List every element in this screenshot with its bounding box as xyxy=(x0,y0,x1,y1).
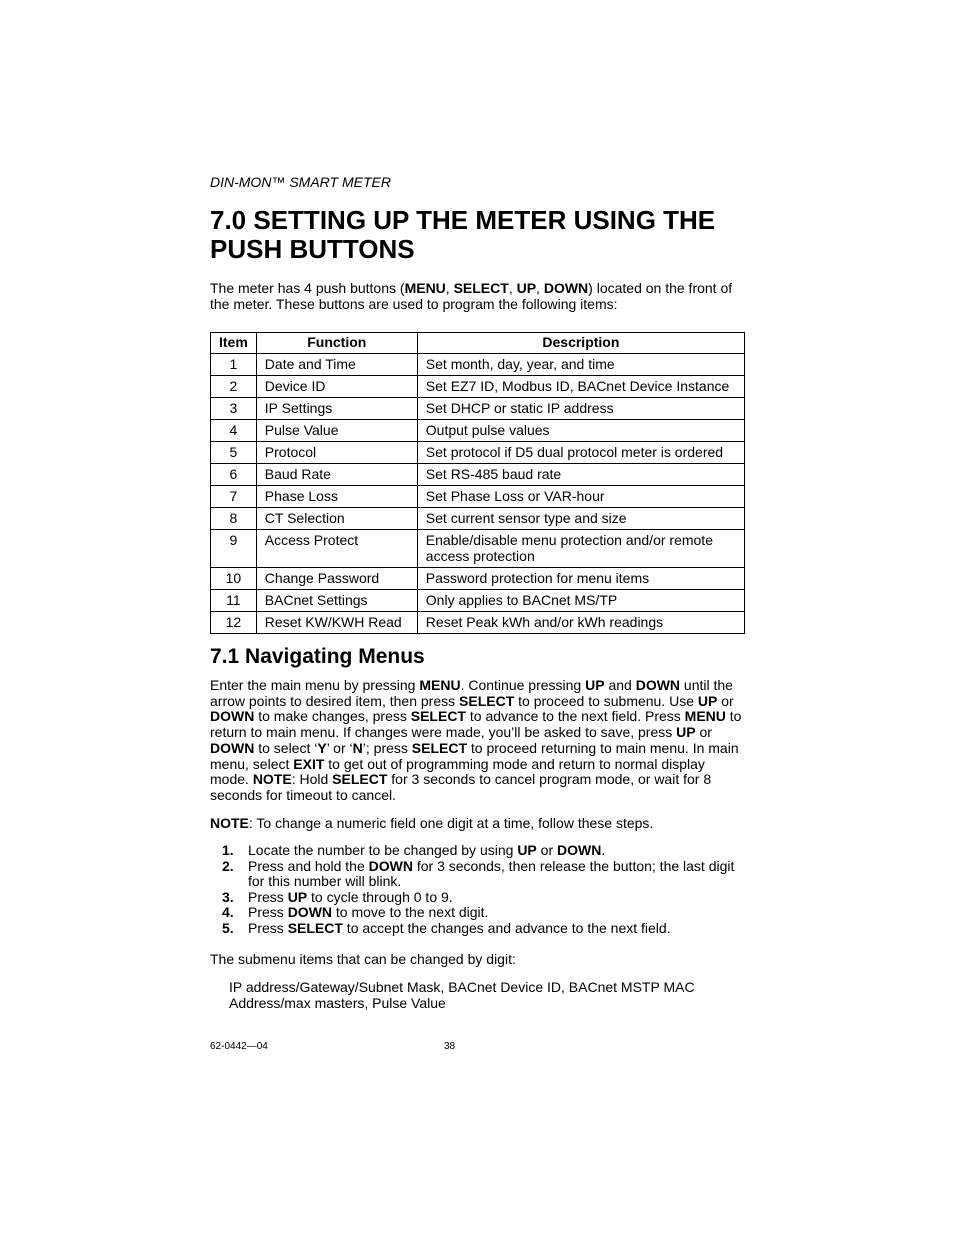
description-cell: Reset Peak kWh and/or kWh readings xyxy=(417,612,744,634)
step-bold-text: UP xyxy=(517,842,537,858)
step-text: Press xyxy=(248,904,288,920)
section-title xyxy=(210,206,750,264)
description-cell: Password protection for menu items xyxy=(417,568,744,590)
nav-text: to get out of programming mode and return to normal display mode. xyxy=(210,755,705,788)
item-number-cell: 4 xyxy=(211,420,257,442)
function-cell: CT Selection xyxy=(256,508,417,530)
item-number-cell: 7 xyxy=(211,486,257,508)
note-label: NOTE xyxy=(210,815,249,831)
intro-bold: SELECT xyxy=(453,280,509,296)
step-bold-text: UP xyxy=(287,888,308,905)
footer-page-number: 38 xyxy=(444,1041,456,1052)
nav-text: until the arrow points to desired item, then press xyxy=(210,677,733,709)
intro-bold: MENU xyxy=(404,280,446,296)
steps-list xyxy=(210,843,745,936)
intro-text: The meter has 4 push buttons ( xyxy=(210,280,405,296)
intro-text: , xyxy=(508,280,517,296)
table-row xyxy=(211,464,745,486)
section-title-line-2: PUSH BUTTONS xyxy=(210,234,415,264)
function-cell: Device ID xyxy=(256,376,417,398)
description-cell: Set DHCP or static IP address xyxy=(417,398,744,420)
step-text: or xyxy=(536,842,557,858)
table-header-cell: Item xyxy=(211,333,257,354)
note-text: : To change a numeric field one digit at a time, follow these steps. xyxy=(248,815,654,831)
step-text: . xyxy=(601,842,606,858)
description-cell: Set Phase Loss or VAR-hour xyxy=(417,486,744,508)
step-bold-text: DOWN xyxy=(287,904,333,920)
step-text: for 3 seconds, then release the button; the last digit for this number will blink. xyxy=(248,857,735,889)
subsection-title: 7.1 Navigating Menus xyxy=(210,645,425,668)
function-cell: IP Settings xyxy=(256,398,417,420)
function-cell: Baud Rate xyxy=(256,464,417,486)
nav-bold-text: UP xyxy=(676,724,696,741)
step-item xyxy=(210,859,745,890)
nav-text: . Continue pressing xyxy=(460,677,586,693)
item-number-cell: 1 xyxy=(211,354,257,376)
nav-text: to make changes, press xyxy=(254,708,411,725)
section-title-line-1: 7.0 SETTING UP THE METER USING THE xyxy=(210,205,716,235)
nav-text: to proceed returning to main menu. In main menu, select xyxy=(210,739,739,772)
nav-bold-text: EXIT xyxy=(293,755,325,772)
item-number-cell: 9 xyxy=(211,530,257,568)
running-header: DIN-MON™ SMART METER xyxy=(210,174,391,190)
push-button-items-table xyxy=(210,332,745,634)
nav-bold-text: Y xyxy=(317,739,327,756)
step-text: Press xyxy=(248,919,288,936)
nav-bold-text: UP xyxy=(585,677,605,693)
step-bold-text: SELECT xyxy=(287,919,343,936)
nav-bold-text: MENU xyxy=(419,677,461,693)
intro-paragraph xyxy=(210,280,745,312)
nav-text: to return to main menu. If changes were made, you’ll be asked to save, press xyxy=(210,708,742,741)
step-number: 1. xyxy=(222,842,234,858)
table-header-cell: Function xyxy=(256,333,417,354)
step-bold-text: DOWN xyxy=(557,842,602,858)
nav-text: ’; press xyxy=(362,739,412,756)
submenu-intro: The submenu items that can be changed by digit: xyxy=(210,951,516,967)
nav-bold-text: SELECT xyxy=(411,739,468,756)
description-cell: Set protocol if D5 dual protocol meter is ordered xyxy=(417,442,744,464)
table-header-cell: Description xyxy=(417,333,744,354)
table-body xyxy=(211,354,745,634)
nav-bold-text: DOWN xyxy=(210,708,255,725)
table-row xyxy=(211,530,745,568)
item-number-cell: 3 xyxy=(211,398,257,420)
table-row xyxy=(211,508,745,530)
table-row xyxy=(211,354,745,376)
nav-text: Enter the main menu by pressing xyxy=(210,677,420,693)
table-row xyxy=(211,442,745,464)
table-row xyxy=(211,420,745,442)
step-item xyxy=(210,921,745,937)
step-item xyxy=(210,890,745,906)
nav-text: to proceed to submenu. Use xyxy=(514,692,698,709)
table-row xyxy=(211,590,745,612)
item-number-cell: 6 xyxy=(211,464,257,486)
description-cell: Enable/disable menu protection and/or remote access protection xyxy=(417,530,744,568)
numeric-field-note xyxy=(210,815,745,831)
step-text: Press xyxy=(248,888,288,905)
item-number-cell: 10 xyxy=(211,568,257,590)
step-number: 5. xyxy=(222,919,234,936)
intro-bold: DOWN xyxy=(543,280,589,296)
nav-bold-text: MENU xyxy=(684,708,726,725)
step-text: to cycle through 0 to 9. xyxy=(307,888,453,905)
step-text: to move to the next digit. xyxy=(332,904,489,920)
function-cell: Pulse Value xyxy=(256,420,417,442)
nav-bold-text: SELECT xyxy=(459,692,515,709)
table-row xyxy=(211,568,745,590)
nav-bold-text: DOWN xyxy=(635,677,681,693)
item-number-cell: 8 xyxy=(211,508,257,530)
nav-text: ’ or ‘ xyxy=(326,739,353,756)
description-cell: Output pulse values xyxy=(417,420,744,442)
step-number: 2. xyxy=(222,857,234,874)
table-header-row xyxy=(211,333,745,354)
table-row xyxy=(211,612,745,634)
function-cell: Reset KW/KWH Read xyxy=(256,612,417,634)
nav-text: and xyxy=(604,677,636,693)
intro-bold: UP xyxy=(516,280,537,296)
nav-bold-text: SELECT xyxy=(410,708,466,725)
item-number-cell: 11 xyxy=(211,590,257,612)
nav-bold-text: N xyxy=(352,739,363,756)
step-number: 4. xyxy=(222,904,234,920)
item-number-cell: 2 xyxy=(211,376,257,398)
description-cell: Only applies to BACnet MS/TP xyxy=(417,590,744,612)
submenu-items: IP address/Gateway/Subnet Mask, BACnet Device ID, BACnet MSTP MAC Address/max masters, Pulse Value xyxy=(229,979,695,1011)
function-cell: BACnet Settings xyxy=(256,590,417,612)
description-cell: Set current sensor type and size xyxy=(417,508,744,530)
table-row xyxy=(211,486,745,508)
function-cell: Protocol xyxy=(256,442,417,464)
function-cell: Date and Time xyxy=(256,354,417,376)
item-number-cell: 5 xyxy=(211,442,257,464)
nav-text: : Hold xyxy=(291,771,333,788)
function-cell: Change Password xyxy=(256,568,417,590)
description-cell: Set RS-485 baud rate xyxy=(417,464,744,486)
nav-text: to select ‘ xyxy=(254,739,318,756)
nav-text: to advance to the next field. Press xyxy=(465,708,685,725)
nav-bold-text: UP xyxy=(697,692,718,709)
intro-text: , xyxy=(445,280,454,296)
intro-text: , xyxy=(536,280,544,296)
nav-bold-text: NOTE xyxy=(252,771,292,788)
nav-bold-text: DOWN xyxy=(210,739,255,756)
nav-text: or xyxy=(717,692,734,709)
table-row xyxy=(211,376,745,398)
nav-text: for 3 seconds to cancel program mode, or wait for 8 seconds for timeout to cancel. xyxy=(210,771,712,803)
description-cell: Set month, day, year, and time xyxy=(417,354,744,376)
step-item xyxy=(210,843,745,859)
item-number-cell: 12 xyxy=(211,612,257,634)
step-text: to accept the changes and advance to the next field. xyxy=(342,919,671,936)
step-number: 3. xyxy=(222,888,234,905)
function-cell: Phase Loss xyxy=(256,486,417,508)
step-text: Locate the number to be changed by using xyxy=(248,842,518,858)
footer-document-number: 62-0442—04 xyxy=(210,1041,268,1052)
nav-bold-text: SELECT xyxy=(332,771,388,788)
navigating-menus-paragraph xyxy=(210,678,745,804)
table-row xyxy=(211,398,745,420)
nav-text: or xyxy=(695,724,712,741)
function-cell: Access Protect xyxy=(256,530,417,568)
step-bold-text: DOWN xyxy=(368,857,413,874)
step-item xyxy=(210,905,745,921)
description-cell: Set EZ7 ID, Modbus ID, BACnet Device Instance xyxy=(417,376,744,398)
intro-text: ) located on the front of the meter. These buttons are used to program the following items: xyxy=(210,280,733,312)
step-text: Press and hold the xyxy=(248,857,369,874)
